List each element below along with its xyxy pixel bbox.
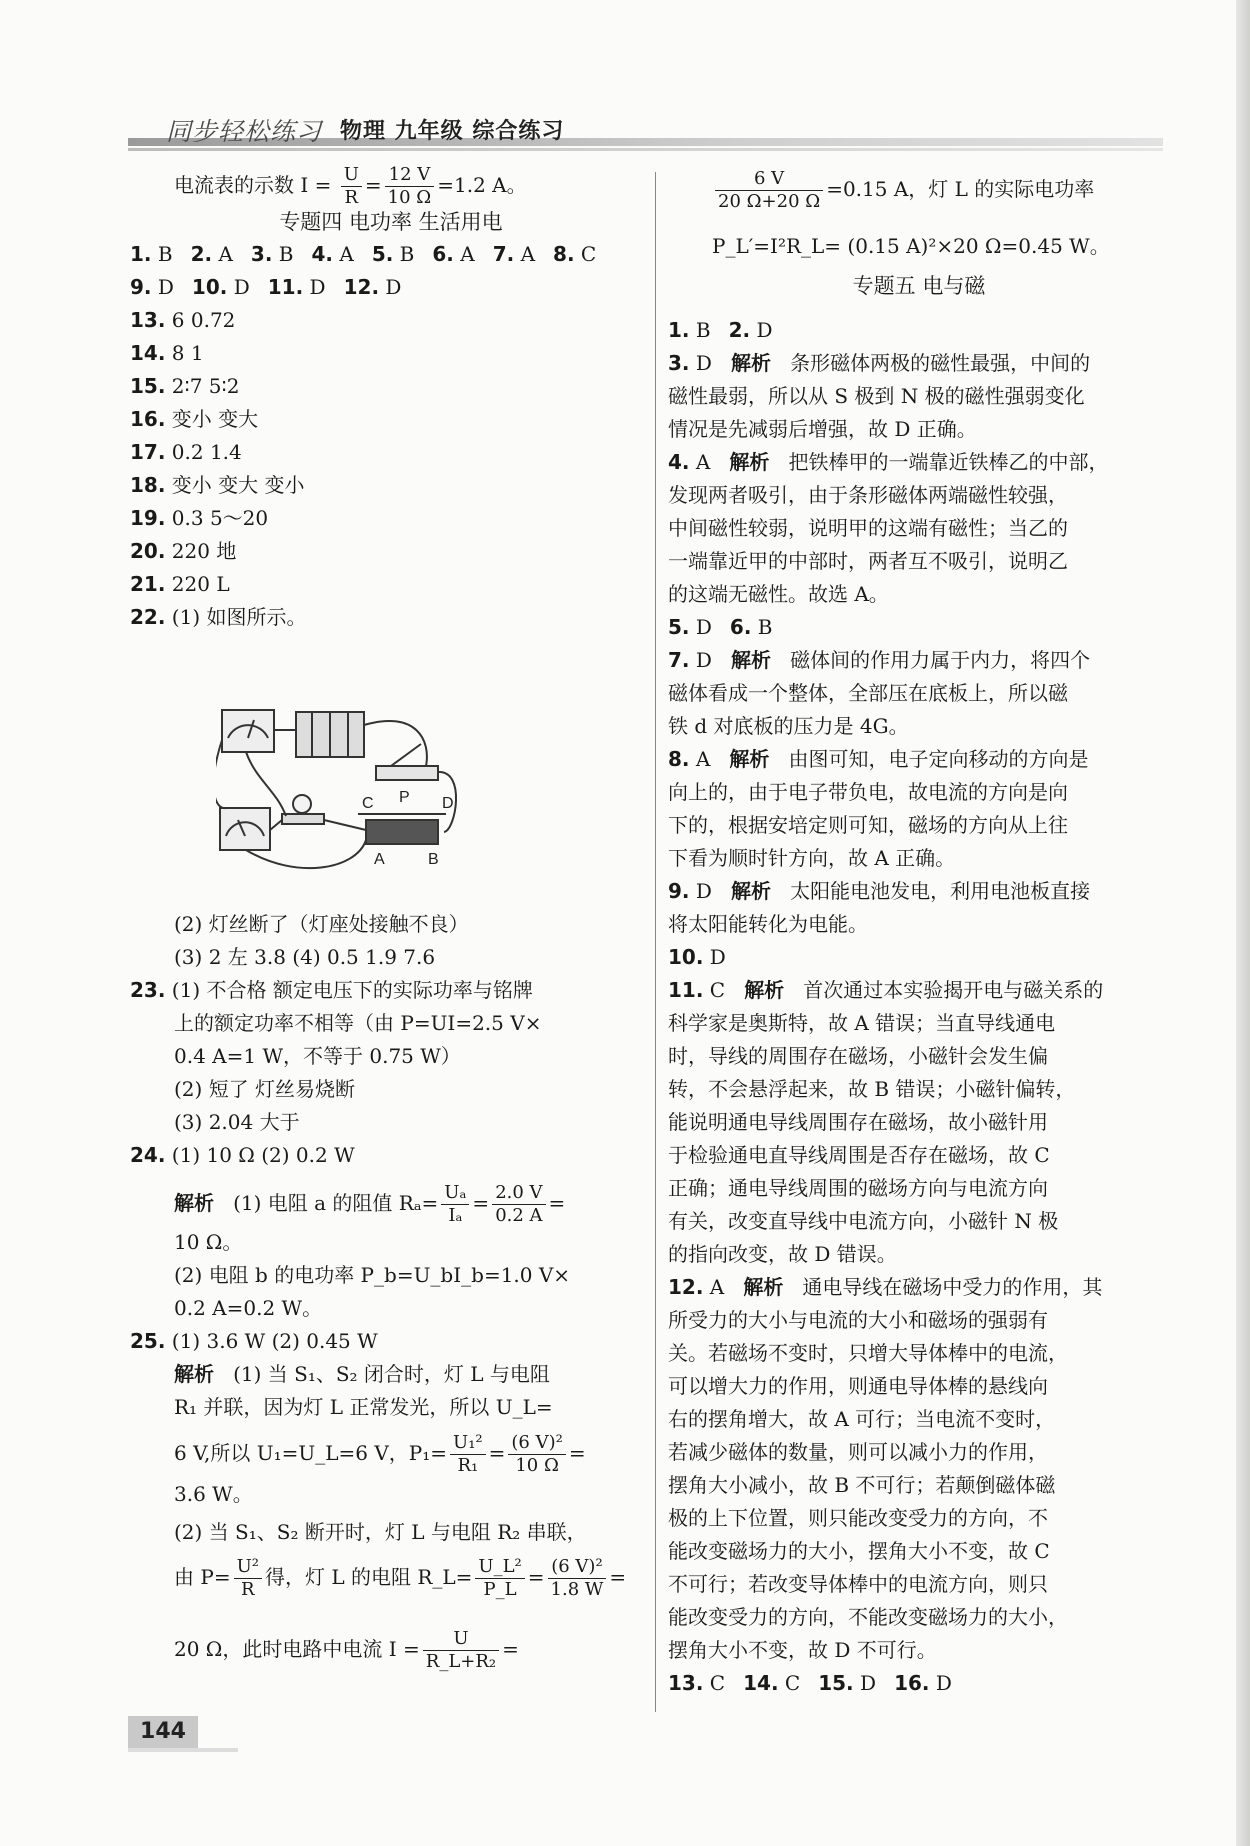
text-line: P_L′=I²R_L= (0.15 A)²×20 Ω=0.45 W。 [712, 234, 1110, 258]
analysis-line: R₁ 并联，因为灯 L 正常发光，所以 U_L= [174, 1395, 553, 1419]
answer-line: 科学家是奥斯特，故 A 错误；当直导线通电 [668, 1011, 1056, 1035]
answer-row [668, 314, 791, 347]
answer-line: 的指向改变，故 D 错误。 [668, 1242, 897, 1266]
answer-line: 摆角大小减小，故 B 不可行；若颠倒磁体磁 [668, 1473, 1056, 1497]
answer-line: (2) 灯丝断了（灯座处接触不良） [174, 912, 469, 936]
answer-line: 情况是先减弱后增强，故 D 正确。 [668, 417, 977, 441]
analysis-line: 解析 (1) 电阻 a 的阻值 Rₐ= $\frac{\text{Uₐ}}{\text{Iₐ}}$ = $\frac{2.0 V}{0.2 A}$ = [174, 1182, 566, 1226]
answer-row [668, 611, 791, 644]
answer-item: 7. A [492, 242, 536, 266]
answer-item: 3. B [250, 242, 294, 266]
analysis-line: 20 Ω，此时电路中电流 I = $\frac{U}{\text{R\_L+R₂}}$ = [174, 1628, 519, 1672]
section-heading: 专题四 电功率 生活用电 [279, 210, 503, 234]
analysis-line: (2) 当 S₁、S₂ 断开时，灯 L 与电阻 R₂ 串联， [174, 1520, 587, 1544]
answer-line: 铁 d 对底板的压力是 4G。 [668, 714, 909, 738]
answer-line: 23. (1) 不合格 额定电压下的实际功率与铭牌 [130, 978, 533, 1002]
answer-item: 5. B [371, 242, 415, 266]
answer-line: 所受力的大小与电流的大小和磁场的强弱有 [668, 1308, 1048, 1332]
answer-item: 9. D [130, 275, 174, 299]
label-p: P [399, 789, 410, 806]
answer-line: 18. 变小 变大 变小 [130, 473, 305, 497]
answer-line: 21. 220 L [130, 572, 230, 596]
answer-line: 20. 220 地 [130, 539, 237, 563]
label-b: B [428, 851, 439, 868]
answer-item: 13. C [668, 1671, 726, 1695]
series-brand: 同步轻松练习 [166, 117, 323, 146]
answer-item: 2. D [728, 318, 773, 342]
analysis-line: 解析 (1) 当 S₁、S₂ 闭合时，灯 L 与电阻 [174, 1362, 550, 1386]
answer-line: 于检验通电直导线周围是否存在磁场，故 C [668, 1143, 1050, 1167]
answer-row [130, 271, 419, 304]
header-bar-thin [128, 148, 1163, 151]
answer-item: 2. A [190, 242, 233, 266]
answer-item: 16. D [894, 1671, 952, 1695]
answer-item: 4. A [311, 242, 354, 266]
answer-line: 0.4 A=1 W，不等于 0.75 W） [174, 1044, 461, 1068]
voltmeter-icon [220, 808, 270, 850]
answer-line: 一端靠近甲的中部时，两者互不吸引，说明乙 [668, 549, 1068, 573]
analysis-line: 10 Ω。 [174, 1230, 243, 1254]
circuit-svg [216, 680, 536, 885]
answer-line: 向上的，由于电子带负电，故电流的方向是向 [668, 780, 1068, 804]
answer-item: 11. D [267, 275, 326, 299]
answer-row [130, 238, 614, 271]
answer-item: 15. D [818, 1671, 877, 1695]
answer-line: 磁体看成一个整体，全部压在底板上，所以磁 [668, 681, 1068, 705]
rheostat-icon [366, 820, 438, 844]
analysis-line: 0.2 A=0.2 W。 [174, 1296, 323, 1320]
answer-line: 8. A 解析 由图可知，电子定向移动的方向是 [668, 747, 1089, 771]
switch-icon [376, 766, 438, 780]
answer-line: 24. (1) 10 Ω (2) 0.2 W [130, 1143, 355, 1167]
analysis-line: 3.6 W。 [174, 1482, 253, 1506]
answer-line: 将太阳能转化为电能。 [668, 912, 868, 936]
answer-item: 12. D [343, 275, 402, 299]
answer-line: 11. C 解析 首次通过本实验揭开电与磁关系的 [668, 978, 1104, 1002]
answer-line: 不可行；若改变导体棒中的电流方向，则只 [668, 1572, 1048, 1596]
answer-item: 6. A [432, 242, 475, 266]
answer-line: (2) 短了 灯丝易烧断 [174, 1077, 356, 1101]
answer-item: 8. C [553, 242, 597, 266]
answer-line: 极的上下位置，则只能改变受力的方向，不 [668, 1506, 1048, 1530]
label-a: A [374, 851, 385, 868]
answer-line: 能改变受力的方向，不能改变磁场力的大小， [668, 1605, 1068, 1629]
answer-line: 17. 0.2 1.4 [130, 440, 242, 464]
analysis-line: 6 V,所以 U₁=U_L=6 V，P₁= $\frac{\text{U₁²}}{\text{R₁}}$ = $\frac{\text{(6 V)²}}{10 \Omega}$ = [174, 1432, 586, 1476]
answer-item: 1. B [668, 318, 711, 342]
circuit-diagram [216, 680, 536, 885]
answer-line: 14. 8 1 [130, 341, 204, 365]
answer-line: 的这端无磁性。故选 A。 [668, 582, 889, 606]
answer-line: 4. A 解析 把铁棒甲的一端靠近铁棒乙的中部， [668, 450, 1109, 474]
answer-line: 12. A 解析 通电导线在磁场中受力的作用，其 [668, 1275, 1103, 1299]
answer-line: 能改变磁场力的大小，摆角大小不变，故 C [668, 1539, 1050, 1563]
text-line: $\frac{6 V}{20 \Omega+20 \Omega}$ =0.15 A，灯 L 的实际电功率 [712, 168, 1094, 213]
answer-item: 6. B [729, 615, 773, 639]
answer-line: 下的，根据安培定则可知，磁场的方向从上往 [668, 813, 1068, 837]
answer-line: 可以增大力的作用，则通电导体棒的悬线向 [668, 1374, 1048, 1398]
answer-row [668, 1667, 970, 1700]
answer-line: 16. 变小 变大 [130, 407, 259, 431]
answer-line: 若减少磁体的数量，则可以减小力的作用， [668, 1440, 1048, 1464]
answer-line: 22. (1) 如图所示。 [130, 605, 307, 629]
answer-line: 10. D [668, 945, 726, 969]
answer-item: 5. D [668, 615, 712, 639]
label-d: D [442, 795, 454, 812]
book-title: 物理 九年级 综合练习 [340, 119, 565, 144]
label-c: C [362, 795, 374, 812]
page-edge [1236, 0, 1250, 1846]
answer-line: 3. D 解析 条形磁体两极的磁性最强，中间的 [668, 351, 1091, 375]
answer-line: 右的摆角增大，故 A 可行；当电流不变时， [668, 1407, 1056, 1431]
answer-line: 19. 0.3 5～20 [130, 506, 269, 530]
answer-line: 摆角大小不变，故 D 不可行。 [668, 1638, 937, 1662]
answer-line: 15. 2∶7 5∶2 [130, 374, 240, 398]
answer-item: 14. C [743, 1671, 801, 1695]
answer-line: 发现两者吸引，由于条形磁体两端磁性较强， [668, 483, 1068, 507]
page-number: 144 [128, 1716, 198, 1748]
analysis-line: 由 P= $\frac{\text{U²}}{R}$ 得，灯 L 的电阻 R_L= $\frac{\text{U\_L²}}{P\_L}$ = $\frac{\text{(6 V)²}}{1.8 W}$ = [174, 1556, 627, 1600]
answer-line: 能说明通电导线周围存在磁场，故小磁针用 [668, 1110, 1048, 1134]
answer-line: 关。若磁场不变时，只增大导体棒中的电流， [668, 1341, 1068, 1365]
answer-line: 上的额定功率不相等（由 P=UI=2.5 V× [174, 1011, 542, 1035]
page-number-bar [128, 1748, 238, 1752]
answer-line: 中间磁性较弱，说明甲的这端有磁性；当乙的 [668, 516, 1068, 540]
answer-line: 正确；通电导线周围的磁场方向与电流方向 [668, 1176, 1048, 1200]
text-line: 电流表的示数 I = $\frac{U}{R}$ = $\frac{12 V}{10 \Omega}$ =1.2 A。 [174, 164, 527, 208]
analysis-line: (2) 电阻 b 的电功率 P_b=U_bI_b=1.0 V× [174, 1263, 571, 1287]
section-heading: 专题五 电与磁 [852, 274, 986, 298]
bulb-icon [293, 795, 311, 813]
answer-line: (3) 2.04 大于 [174, 1110, 300, 1134]
column-divider [655, 172, 656, 1712]
answer-line: 时，导线的周围存在磁场，小磁针会发生偏 [668, 1044, 1048, 1068]
answer-line: 25. (1) 3.6 W (2) 0.45 W [130, 1329, 378, 1353]
answer-line: (3) 2 左 3.8 (4) 0.5 1.9 7.6 [174, 945, 436, 969]
answer-item: 1. B [130, 242, 173, 266]
answer-line: 转，不会悬浮起来，故 B 错误；小磁针偏转， [668, 1077, 1076, 1101]
answer-line: 有关，改变直导线中电流方向，小磁针 N 极 [668, 1209, 1059, 1233]
answer-line: 9. D 解析 太阳能电池发电，利用电池板直接 [668, 879, 1091, 903]
answer-item: 10. D [191, 275, 250, 299]
ammeter-icon [222, 710, 274, 752]
running-header [128, 104, 1163, 150]
answer-line: 下看为顺时针方向，故 A 正确。 [668, 846, 956, 870]
answer-line: 13. 6 0.72 [130, 308, 236, 332]
answer-line: 磁性最弱，所以从 S 极到 N 极的磁性强弱变化 [668, 384, 1085, 408]
answer-line: 7. D 解析 磁体间的作用力属于内力，将四个 [668, 648, 1091, 672]
